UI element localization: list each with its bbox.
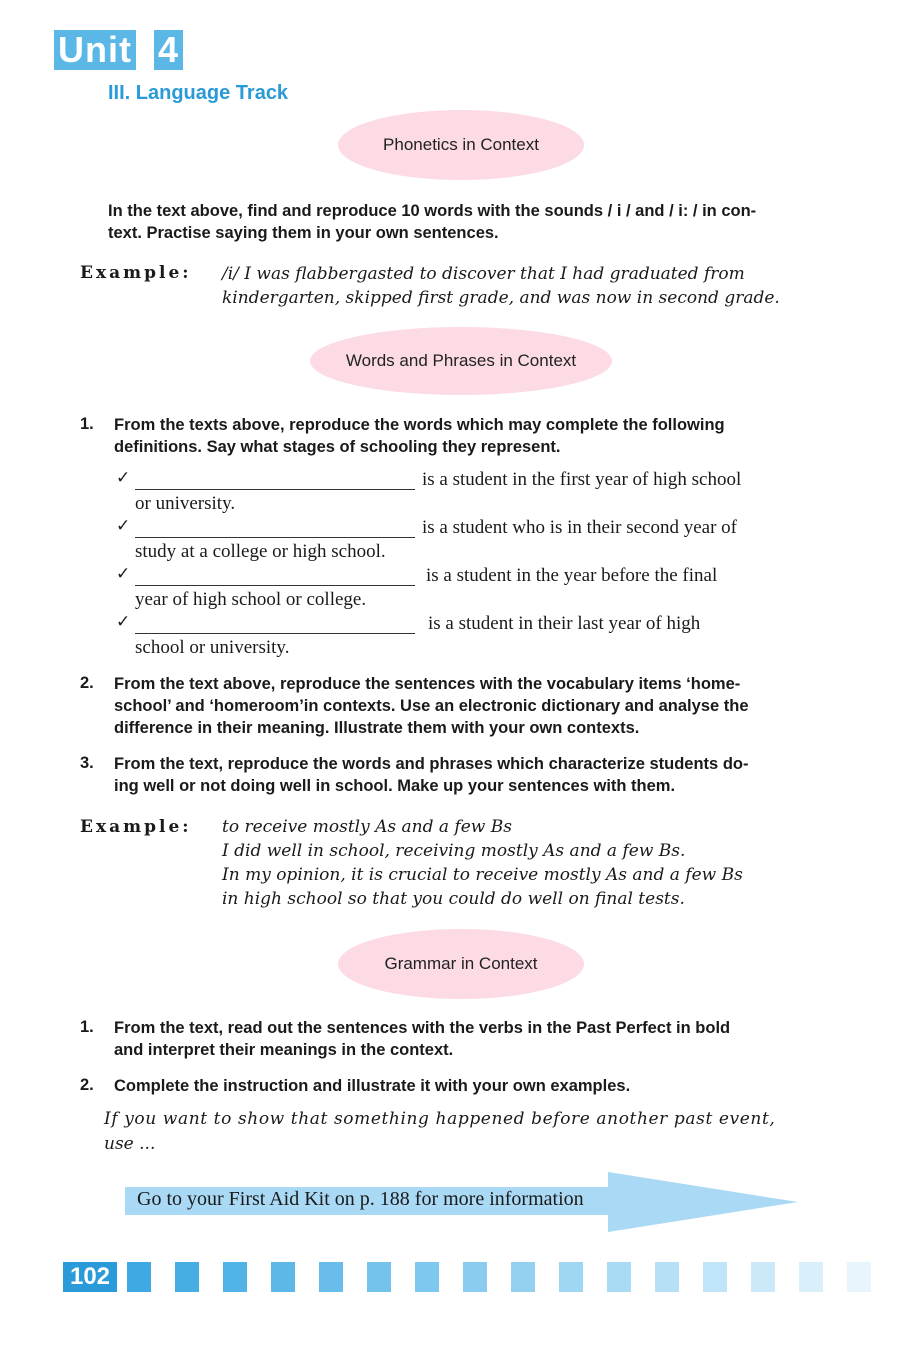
grammar-instruction-line1: If you want to show that something happened before another past event, <box>104 1109 776 1129</box>
words-task2-line1: From the text above, reproduce the sentences with the vocabulary items ‘home- <box>114 675 741 693</box>
words-task2-number: 2. <box>80 674 94 692</box>
arrow-head-icon <box>608 1172 798 1232</box>
words-task2 <box>114 673 845 739</box>
footer-square <box>415 1262 439 1292</box>
words-example-label: Example: <box>80 817 192 837</box>
definition-2-line2: study at a college or high school. <box>135 541 386 562</box>
footer-square <box>799 1262 823 1292</box>
unit-number: 4 <box>154 30 183 70</box>
definition-2-line1: is a student who is in their second year of <box>422 517 738 538</box>
grammar-task1-number: 1. <box>80 1018 94 1036</box>
unit-badge <box>54 30 183 70</box>
phonetics-instruction-line1: In the text above, find and reproduce 10 words with the sounds / i / and / i: / in con- <box>108 202 757 220</box>
definition-3-line1: is a student in the year before the final <box>426 565 718 586</box>
grammar-task2-line1: Complete the instruction and illustrate it with your own examples. <box>114 1077 631 1095</box>
page-number: 102 <box>63 1262 117 1292</box>
footer-square <box>655 1262 679 1292</box>
definition-1-line2: or university. <box>135 493 236 514</box>
footer-square <box>751 1262 775 1292</box>
footer-square <box>463 1262 487 1292</box>
words-example-line3: In my opinion, it is crucial to receive mostly As and a few Bs <box>222 865 743 885</box>
definition-4-line2: school or university. <box>135 637 290 658</box>
blank-line <box>135 585 415 586</box>
check-mark-icon: ✓ <box>116 516 131 535</box>
blank-line <box>135 489 415 490</box>
phonetics-example-line2: kindergarten, skipped first grade, and was now in second grade. <box>222 288 780 308</box>
words-task3-number: 3. <box>80 754 94 772</box>
words-task3-line2: ing well or not doing well in school. Make up your sentences with them. <box>114 777 676 795</box>
grammar-task2-number: 2. <box>80 1076 94 1094</box>
grammar-task1-line1: From the text, read out the sentences with the verbs in the Past Perfect in bold <box>114 1019 731 1037</box>
grammar-heading: Grammar in Context <box>384 954 538 973</box>
definition-1-line1: is a student in the first year of high school <box>422 469 742 490</box>
footer-square <box>127 1262 151 1292</box>
phonetics-instruction <box>108 200 845 244</box>
check-mark-icon: ✓ <box>116 564 131 583</box>
words-task1-line2: definitions. Say what stages of schooling they represent. <box>114 438 561 456</box>
words-task2-line3: difference in their meaning. Illustrate them with your own contexts. <box>114 719 640 737</box>
words-heading-oval <box>310 327 612 395</box>
phonetics-instruction-line2: text. Practise saying them in your own sentences. <box>108 224 499 242</box>
phonetics-example-line1: /i/ I was flabbergasted to discover that I had graduated from <box>222 264 745 284</box>
footer-square <box>319 1262 343 1292</box>
grammar-task1-line2: and interpret their meanings in the context. <box>114 1041 454 1059</box>
words-task3 <box>114 753 845 797</box>
definition-3-line2: year of high school or college. <box>135 589 367 610</box>
footer-square <box>271 1262 295 1292</box>
footer-square <box>559 1262 583 1292</box>
section-title: III. Language Track <box>108 82 289 104</box>
footer-square <box>223 1262 247 1292</box>
first-aid-kit-reference: Go to your First Aid Kit on p. 188 for more information <box>137 1188 584 1210</box>
words-task1-line1: From the texts above, reproduce the words which may complete the following <box>114 416 725 434</box>
words-task1-number: 1. <box>80 415 94 433</box>
grammar-heading-oval <box>338 929 584 999</box>
words-example-line4: in high school so that you could do well on final tests. <box>222 889 685 909</box>
footer-square <box>607 1262 631 1292</box>
footer-square <box>847 1262 871 1292</box>
check-mark-icon: ✓ <box>116 612 131 631</box>
unit-label: Unit <box>54 30 136 70</box>
words-task3-line1: From the text, reproduce the words and phrases which characterize students do- <box>114 755 749 773</box>
footer-square <box>511 1262 535 1292</box>
footer-square <box>175 1262 199 1292</box>
words-task2-line2: school’ and ‘homeroom’in contexts. Use an electronic dictionary and analyse the <box>114 697 749 715</box>
definition-4-line1: is a student in their last year of high <box>428 613 701 634</box>
check-mark-icon: ✓ <box>116 468 131 487</box>
phonetics-example-label: Example: <box>80 263 192 283</box>
words-example-line2: I did well in school, receiving mostly As and a few Bs. <box>222 841 686 861</box>
footer-square <box>703 1262 727 1292</box>
phonetics-heading-oval <box>338 110 584 180</box>
words-heading: Words and Phrases in Context <box>345 351 577 370</box>
grammar-task1 <box>114 1017 845 1061</box>
grammar-instruction-line2: use ... <box>104 1134 156 1154</box>
phonetics-heading: Phonetics in Context <box>383 135 539 154</box>
words-task1 <box>114 414 845 458</box>
blank-line <box>135 633 415 634</box>
footer-square <box>367 1262 391 1292</box>
words-example-line1: to receive mostly As and a few Bs <box>222 817 512 837</box>
blank-line <box>135 537 415 538</box>
